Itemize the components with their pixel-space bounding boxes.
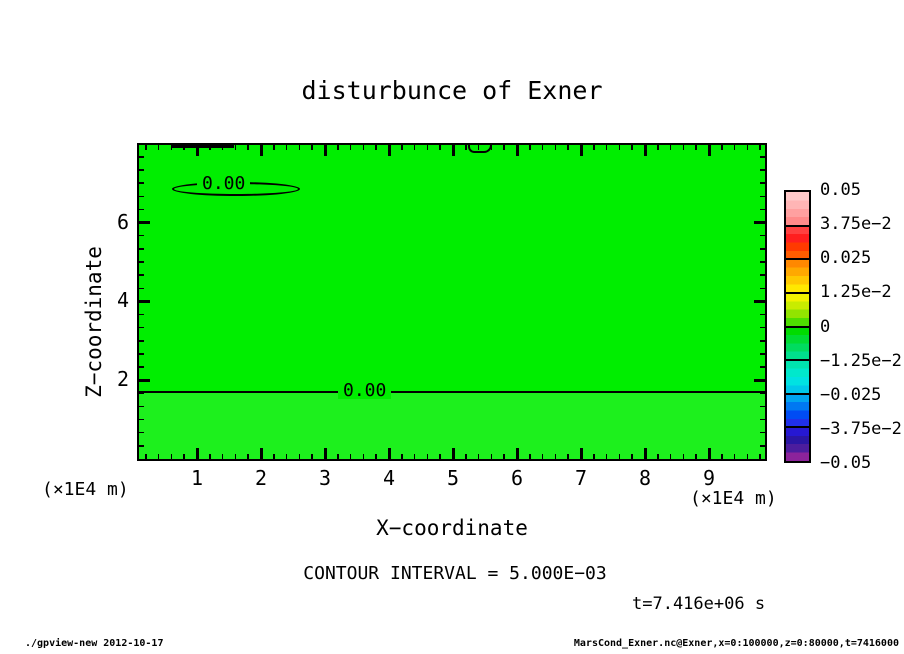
axis-tick xyxy=(209,454,211,459)
x-tick-label: 6 xyxy=(510,466,524,490)
colorbar-segment-line xyxy=(786,393,809,395)
axis-tick xyxy=(439,454,441,459)
colorbar-segment-line xyxy=(786,258,809,260)
axis-tick xyxy=(427,145,429,150)
axis-tick xyxy=(139,432,144,434)
axis-tick xyxy=(273,454,275,459)
footer-file-info: MarsCond_Exner.nc@Exner,x=0:100000,z=0:80000,t=7416000 xyxy=(573,638,899,649)
axis-tick xyxy=(760,182,765,184)
axis-tick xyxy=(260,448,263,459)
axis-tick xyxy=(139,366,144,368)
axis-tick xyxy=(260,145,263,156)
axis-tick xyxy=(503,145,505,150)
axis-tick xyxy=(286,145,288,150)
axis-tick xyxy=(235,454,237,459)
axis-tick xyxy=(139,288,144,290)
axis-tick xyxy=(324,448,327,459)
axis-tick xyxy=(491,145,493,150)
axis-tick xyxy=(286,454,288,459)
colorbar-segment-line xyxy=(786,292,809,294)
colorbar-tick-label: 3.75e−2 xyxy=(820,214,892,235)
axis-tick xyxy=(542,454,544,459)
axis-tick xyxy=(478,454,480,459)
colorbar-tick-label: 1.25e−2 xyxy=(820,282,892,303)
x-axis-unit-label: (×1E4 m) xyxy=(690,488,777,509)
colorbar-segment-line xyxy=(786,426,809,428)
axis-tick xyxy=(439,145,441,150)
axis-tick xyxy=(760,209,765,211)
y-tick-label: 2 xyxy=(116,366,129,391)
x-axis-tick-labels xyxy=(137,466,767,490)
axis-tick xyxy=(529,454,531,459)
axis-tick xyxy=(644,448,647,459)
axis-tick xyxy=(593,145,595,150)
axis-tick xyxy=(139,221,150,224)
axis-tick xyxy=(754,221,765,224)
colorbar-tick-label: 0.025 xyxy=(820,248,872,269)
colorbar-tick-label: 0 xyxy=(820,316,831,337)
axis-tick xyxy=(401,145,403,150)
x-tick-label: 5 xyxy=(446,466,460,490)
axis-tick xyxy=(760,248,765,250)
axis-tick xyxy=(695,145,697,150)
axis-tick xyxy=(139,209,144,211)
axis-tick xyxy=(721,454,723,459)
axis-tick xyxy=(145,454,147,459)
axis-tick xyxy=(555,454,557,459)
x-axis-label: X−coordinate xyxy=(376,516,528,540)
axis-tick xyxy=(760,393,765,395)
axis-tick xyxy=(555,145,557,150)
axis-tick xyxy=(760,406,765,408)
axis-tick xyxy=(324,145,327,156)
axis-tick xyxy=(139,235,144,237)
axis-tick xyxy=(139,248,144,250)
axis-tick xyxy=(363,454,365,459)
time-annotation: t=7.416e+06 s xyxy=(632,594,766,614)
axis-tick xyxy=(708,448,711,459)
axis-tick xyxy=(734,454,736,459)
axis-tick xyxy=(363,145,365,150)
axis-tick xyxy=(657,454,659,459)
axis-tick xyxy=(747,454,749,459)
axis-tick xyxy=(139,419,144,421)
colorbar-tick-label: −3.75e−2 xyxy=(820,418,902,439)
axis-tick xyxy=(171,454,173,459)
footer-program-date: ./gpview-new 2012-10-17 xyxy=(25,638,164,649)
axis-tick xyxy=(542,145,544,150)
axis-tick xyxy=(158,454,160,459)
colorbar-segment-line xyxy=(786,326,809,328)
axis-tick xyxy=(388,448,391,459)
axis-tick xyxy=(683,454,685,459)
axis-tick xyxy=(139,445,144,447)
axis-tick xyxy=(350,145,352,150)
x-tick-label: 3 xyxy=(318,466,332,490)
y-axis-label: Z−coordinate xyxy=(82,246,106,398)
colorbar-tick-label: −1.25e−2 xyxy=(820,350,902,371)
axis-tick xyxy=(183,454,185,459)
axis-tick xyxy=(311,145,313,150)
axis-tick xyxy=(465,145,467,150)
axis-tick xyxy=(299,454,301,459)
axis-tick xyxy=(708,145,711,156)
x-tick-label: 2 xyxy=(254,466,268,490)
axis-tick xyxy=(478,145,480,150)
plot-title: disturbunce of Exner xyxy=(301,76,603,105)
axis-tick xyxy=(375,145,377,150)
axis-tick xyxy=(337,145,339,150)
axis-tick xyxy=(139,393,144,395)
axis-tick xyxy=(695,454,697,459)
colorbar-segment-line xyxy=(786,359,809,361)
axis-tick xyxy=(516,448,519,459)
axis-tick xyxy=(747,145,749,150)
axis-tick xyxy=(670,145,672,150)
axis-tick xyxy=(657,145,659,150)
axis-tick xyxy=(350,454,352,459)
axis-tick xyxy=(139,169,144,171)
y-tick-label: 6 xyxy=(116,209,129,234)
axis-tick xyxy=(567,145,569,150)
axis-tick xyxy=(760,235,765,237)
axis-tick xyxy=(139,379,150,382)
axis-tick xyxy=(465,454,467,459)
zero-contour-label-lower: 0.00 xyxy=(338,383,391,399)
axis-tick xyxy=(222,145,224,150)
plot-area xyxy=(137,143,767,461)
axis-tick xyxy=(631,145,633,150)
axis-tick xyxy=(760,419,765,421)
zero-contour-label-upper: 0.00 xyxy=(197,176,250,192)
axis-tick xyxy=(452,448,455,459)
axis-tick xyxy=(401,454,403,459)
axis-tick xyxy=(375,454,377,459)
axis-tick xyxy=(491,454,493,459)
axis-tick xyxy=(760,366,765,368)
axis-tick xyxy=(388,145,391,156)
axis-tick xyxy=(222,454,224,459)
axis-tick xyxy=(196,145,199,156)
axis-tick xyxy=(427,454,429,459)
axis-tick xyxy=(759,454,761,459)
axis-tick xyxy=(139,327,144,329)
axis-tick xyxy=(273,145,275,150)
axis-tick xyxy=(760,156,765,158)
y-tick-label: 4 xyxy=(116,288,129,313)
axis-tick xyxy=(452,145,455,156)
axis-tick xyxy=(683,145,685,150)
axis-tick xyxy=(619,454,621,459)
axis-tick xyxy=(754,379,765,382)
axis-tick xyxy=(567,454,569,459)
axis-tick xyxy=(644,145,647,156)
x-tick-label: 1 xyxy=(190,466,204,490)
axis-tick xyxy=(760,261,765,263)
axis-tick xyxy=(139,261,144,263)
axis-tick xyxy=(760,445,765,447)
colorbar xyxy=(784,190,811,463)
x-tick-label: 4 xyxy=(382,466,396,490)
axis-tick xyxy=(606,145,608,150)
axis-tick xyxy=(670,454,672,459)
axis-tick xyxy=(760,196,765,198)
axis-tick xyxy=(414,145,416,150)
axis-tick xyxy=(158,145,160,150)
axis-tick xyxy=(139,274,144,276)
axis-tick xyxy=(145,145,147,150)
axis-tick xyxy=(760,288,765,290)
axis-tick xyxy=(760,169,765,171)
axis-tick xyxy=(235,145,237,150)
axis-tick xyxy=(529,145,531,150)
axis-tick xyxy=(760,314,765,316)
axis-tick xyxy=(760,353,765,355)
axis-tick xyxy=(503,454,505,459)
axis-tick xyxy=(139,340,144,342)
axis-tick xyxy=(754,300,765,303)
axis-tick xyxy=(311,454,313,459)
axis-tick xyxy=(139,406,144,408)
axis-tick xyxy=(760,340,765,342)
axis-tick xyxy=(337,454,339,459)
axis-tick xyxy=(196,448,199,459)
x-tick-label: 7 xyxy=(574,466,588,490)
axis-tick xyxy=(760,327,765,329)
axis-tick xyxy=(139,156,144,158)
axis-tick xyxy=(209,145,211,150)
axis-tick xyxy=(734,145,736,150)
axis-tick xyxy=(299,145,301,150)
axis-tick xyxy=(631,454,633,459)
y-axis-unit-label: (×1E4 m) xyxy=(42,479,129,500)
axis-tick xyxy=(619,145,621,150)
axis-tick xyxy=(760,274,765,276)
axis-tick xyxy=(139,300,150,303)
axis-tick xyxy=(183,145,185,150)
colorbar-tick-labels xyxy=(820,180,904,473)
axis-tick xyxy=(580,448,583,459)
axis-tick xyxy=(139,182,144,184)
axis-tick xyxy=(760,432,765,434)
axis-tick xyxy=(247,454,249,459)
x-tick-label: 8 xyxy=(638,466,652,490)
axis-tick xyxy=(593,454,595,459)
axis-tick xyxy=(580,145,583,156)
axis-tick xyxy=(139,314,144,316)
y-axis-tick-labels xyxy=(101,143,133,461)
axis-tick xyxy=(759,145,761,150)
axis-tick xyxy=(139,353,144,355)
axis-tick xyxy=(721,145,723,150)
colorbar-tick-label: −0.025 xyxy=(820,384,882,405)
axis-tick xyxy=(171,145,173,150)
colorbar-segment-line xyxy=(786,225,809,227)
axis-tick xyxy=(606,454,608,459)
contour-interval-text: CONTOUR INTERVAL = 5.000E−03 xyxy=(303,563,607,584)
axis-tick xyxy=(139,196,144,198)
x-tick-label: 9 xyxy=(702,466,716,490)
axis-tick xyxy=(516,145,519,156)
colorbar-tick-label: −0.05 xyxy=(820,453,872,473)
axis-tick xyxy=(247,145,249,150)
colorbar-tick-label: 0.05 xyxy=(820,180,861,200)
axis-tick xyxy=(414,454,416,459)
